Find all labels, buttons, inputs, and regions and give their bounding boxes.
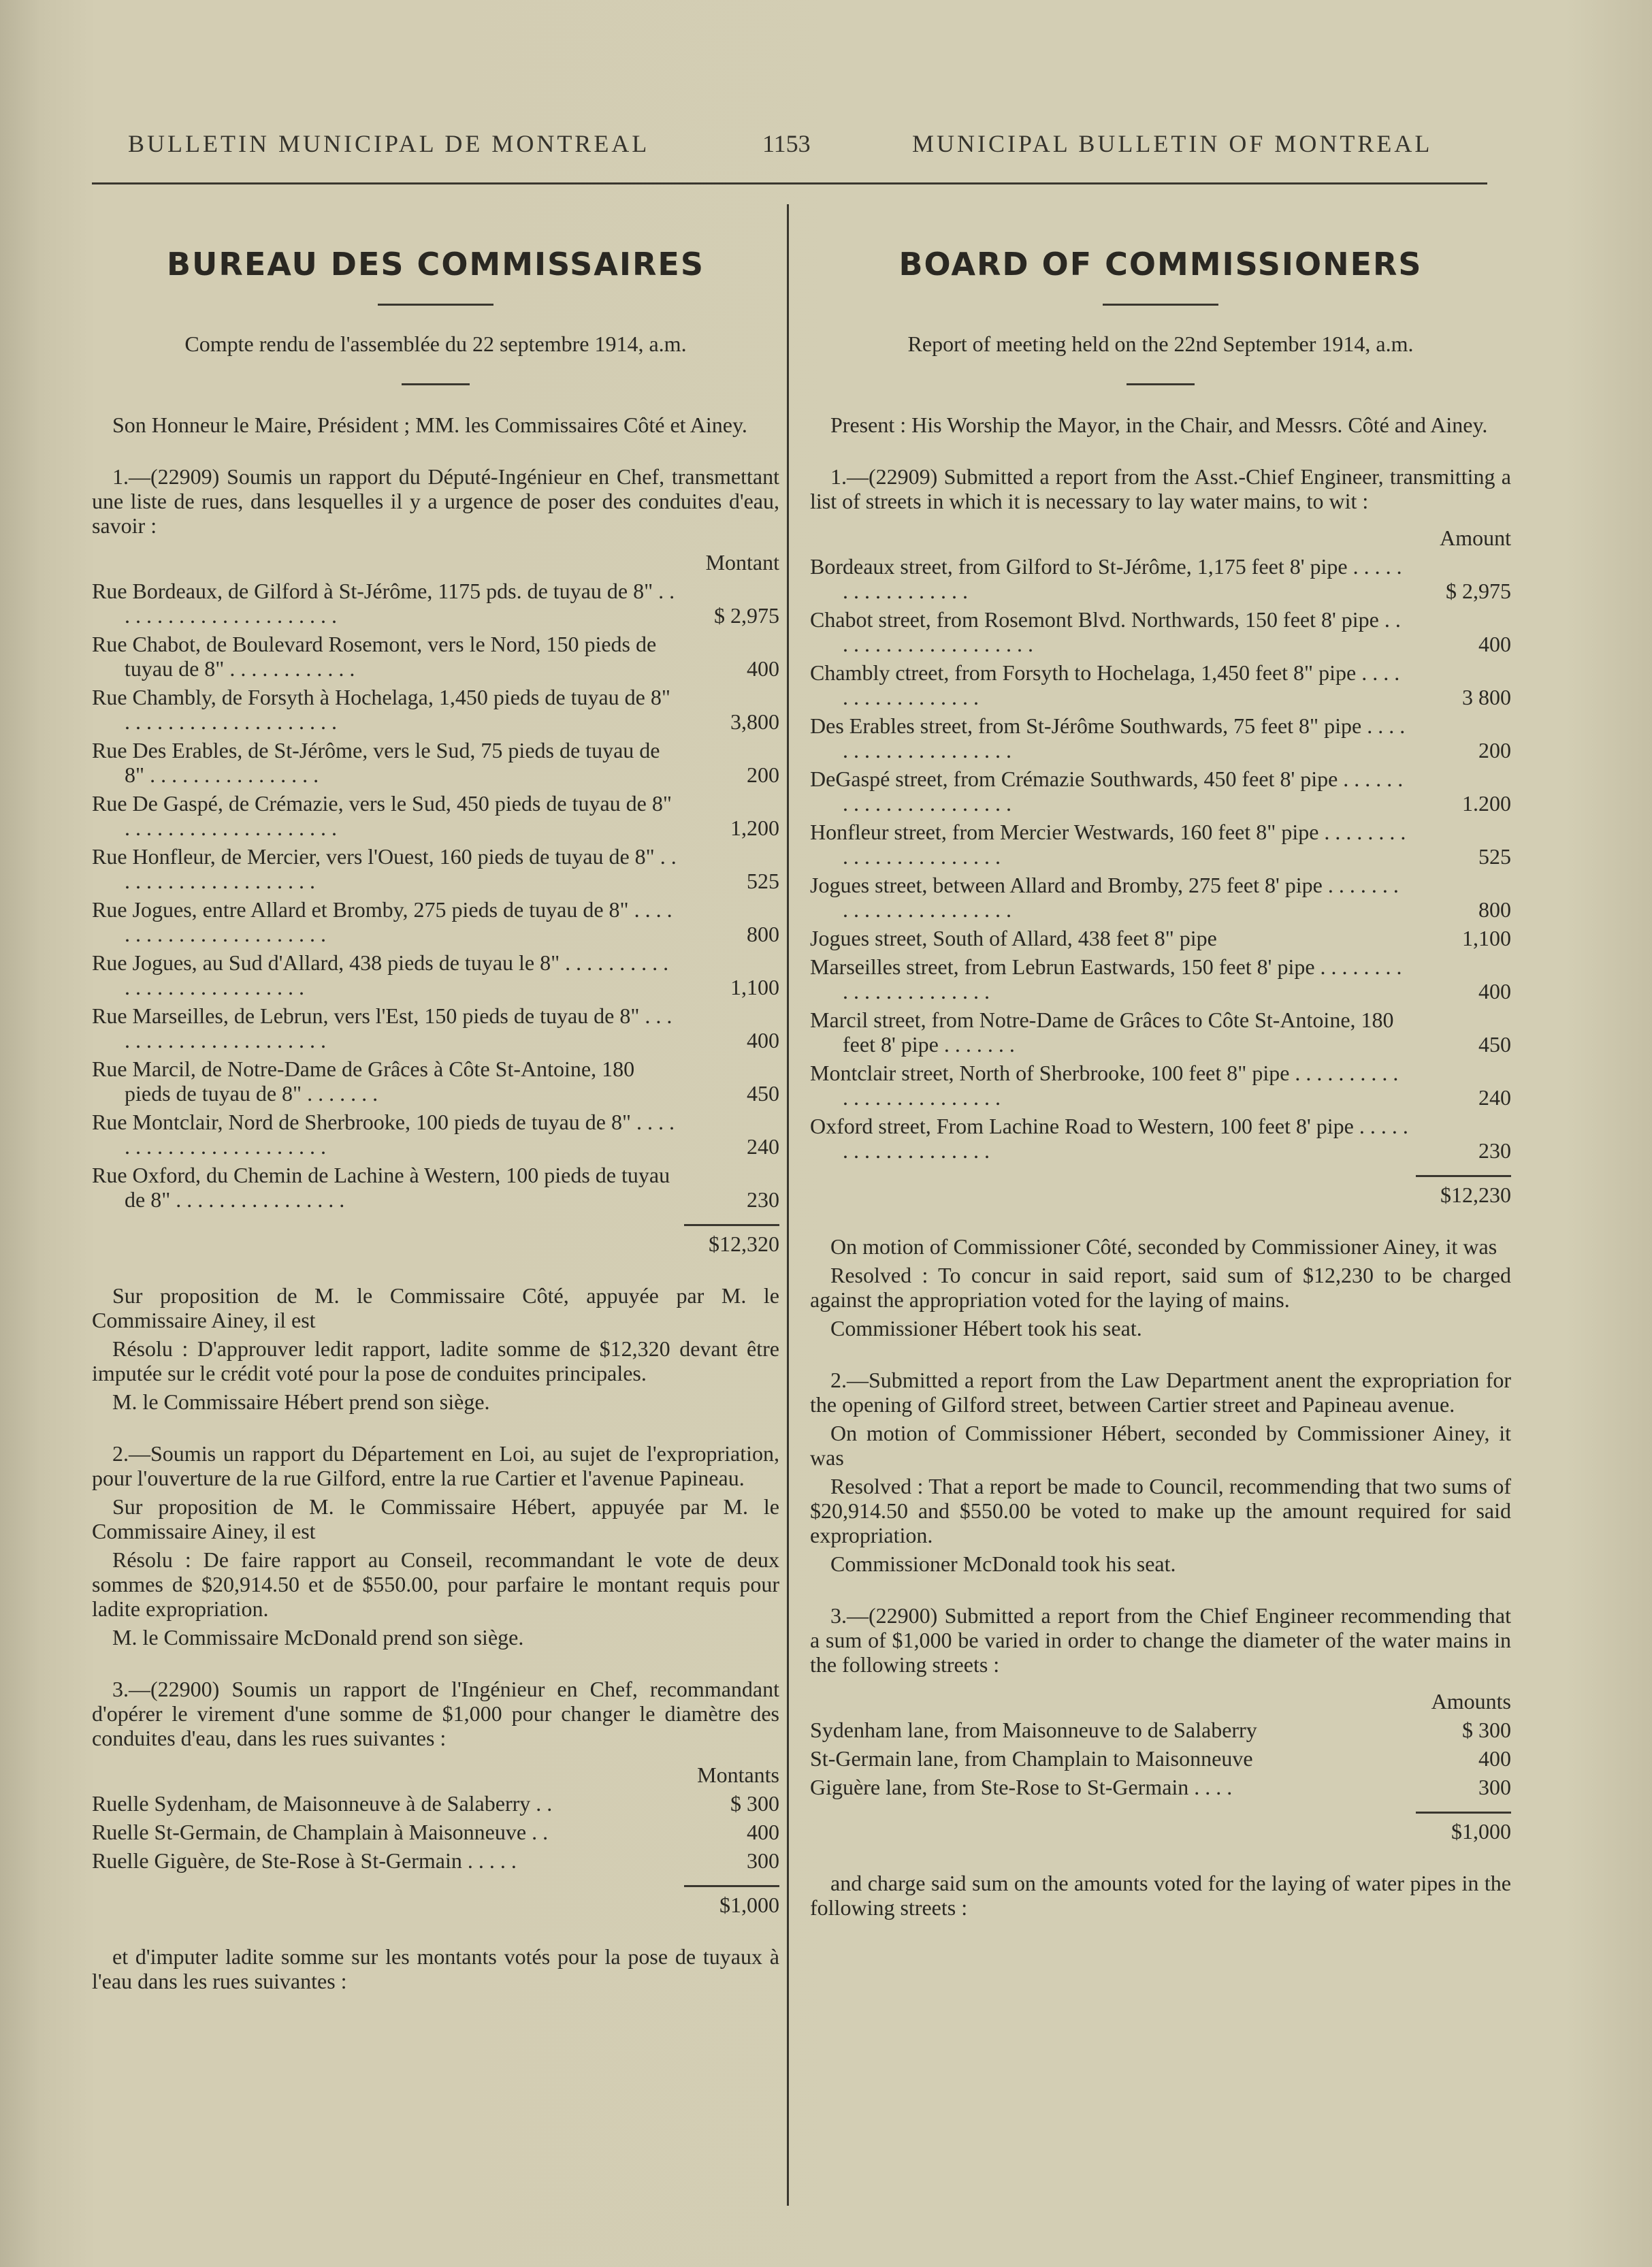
list-item [92, 1110, 779, 1159]
list-item-text: Rue Honfleur, de Mercier, vers l'Ouest, 160 pieds de tuyau de 8" . . . . . . . . . . . . . . . . . . . . [92, 844, 677, 893]
list-item-text: Marseilles street, from Lebrun Eastwards, 150 feet 8' pipe . . . . . . . . . . . . . . . . . . . . . . [810, 954, 1402, 1003]
french-column [92, 204, 779, 1993]
item3-closing-en: and charge said sum on the amounts voted for the laying of water pipes in the following streets : [810, 1871, 1511, 1920]
running-header-left: BULLETIN MUNICIPAL DE MONTREAL [128, 130, 650, 157]
item1-intro-fr: 1.—(22909) Soumis un rapport du Député-Ingénieur en Chef, transmettant une liste de rues, dans lesquelles il y a urgence de poser des conduites d'eau, savoir : [92, 464, 779, 538]
list-item-text: Rue Des Erables, de St-Jérôme, vers le Sud, 75 pieds de tuyau de 8" . . . . . . . . . . . . . . . . [92, 738, 660, 787]
list-item [810, 1718, 1511, 1742]
list-item [810, 820, 1511, 869]
street-list-fr [92, 579, 779, 1212]
list-item-amount: 300 [1478, 1775, 1511, 1799]
item2-resolved-en: Resolved : That a report be made to Council, recommending that two sums of $20,914.50 and $550.00 be voted to make up the amount required for said expropriation. [810, 1474, 1511, 1547]
list-item-amount: 1,200 [730, 816, 779, 840]
running-header-right: MUNICIPAL BULLETIN OF MONTREAL [912, 130, 1433, 157]
list-item-text: Rue Jogues, au Sud d'Allard, 438 pieds de tuyau le 8" . . . . . . . . . . . . . . . . . . . . . . . . . . . [92, 950, 669, 999]
list-item [92, 1163, 779, 1212]
list-item-amount: 400 [1478, 979, 1511, 1003]
item3-total-en: $1,000 [1451, 1819, 1511, 1844]
list-item [92, 632, 779, 681]
list-item-amount: $ 2,975 [1446, 579, 1511, 603]
list-item-amount: $ 2,975 [714, 603, 779, 628]
total-rule [1416, 1175, 1511, 1177]
list-item-amount: 400 [1478, 1746, 1511, 1771]
list-item-amount: 200 [1478, 738, 1511, 762]
list-item [92, 1057, 779, 1106]
amount-header-en: Amount [1440, 526, 1511, 550]
list-item [810, 1008, 1511, 1057]
list-item-amount: $ 300 [1462, 1718, 1511, 1742]
item2-motion-fr: Sur proposition de M. le Commissaire Hébert, appuyée par M. le Commissaire Ainey, il est [92, 1494, 779, 1543]
list-item [92, 1791, 779, 1816]
amounts-header-fr: Montants [697, 1763, 779, 1787]
list-item-text: Jogues street, South of Allard, 438 feet 8" pipe [810, 926, 1217, 950]
item1-total-en: $12,230 [1440, 1183, 1511, 1207]
list-item-amount: 400 [1478, 632, 1511, 656]
list-item [92, 685, 779, 734]
list-item [810, 1775, 1511, 1799]
list-item-text: Bordeaux street, from Gilford to St-Jérôme, 1,175 feet 8' pipe . . . . . . . . . . . . . . . . . [810, 554, 1402, 603]
list-item-text: Honfleur street, from Mercier Westwards, 160 feet 8" pipe . . . . . . . . . . . . . . . . . . . . . . . [810, 820, 1406, 869]
list-item-amount: 800 [747, 922, 779, 946]
list-item [92, 844, 779, 893]
list-item-text: Des Erables street, from St-Jérôme Southwards, 75 feet 8" pipe . . . . . . . . . . . . . . . . . . . . [810, 713, 1406, 762]
title-rule [378, 304, 493, 306]
lane-list-en [810, 1718, 1511, 1799]
total-rule [1416, 1812, 1511, 1814]
street-list-en [810, 554, 1511, 1163]
item2-resolved-fr: Résolu : De faire rapport au Conseil, recommandant le vote de deux sommes de $20,914.50 et de $550.00, pour parfaire le montant requis pour ladite expropriation. [92, 1547, 779, 1621]
item2-seat-fr: M. le Commissaire McDonald prend son siège. [112, 1625, 524, 1650]
item2-motion-en: On motion of Commissioner Hébert, seconded by Commissioner Ainey, it was [810, 1421, 1511, 1470]
list-item-text: Montclair street, North of Sherbrooke, 100 feet 8" pipe . . . . . . . . . . . . . . . . . . . . . . . . . [810, 1061, 1399, 1110]
meeting-line-en: Report of meeting held on the 22nd September 1914, a.m. [907, 332, 1414, 356]
title-rule [1103, 304, 1218, 306]
list-item-amount: 800 [1478, 897, 1511, 922]
list-item [92, 738, 779, 787]
list-item [810, 713, 1511, 762]
list-item [92, 791, 779, 840]
list-item-text: Ruelle Sydenham, de Maisonneuve à de Salaberry . . [92, 1791, 553, 1816]
list-item-amount: 525 [1478, 844, 1511, 869]
english-column [810, 204, 1511, 1920]
list-item-amount: 1,100 [1462, 926, 1511, 950]
item2-seat-en: Commissioner McDonald took his seat. [830, 1551, 1176, 1576]
meeting-line-fr: Compte rendu de l'assemblée du 22 septembre 1914, a.m. [184, 332, 687, 356]
present-fr: Son Honneur le Maire, Président ; MM. les Commissaires Côté et Ainey. [112, 413, 747, 437]
list-item-text: Giguère lane, from Ste-Rose to St-Germain . . . . [810, 1775, 1233, 1799]
list-item-amount: 400 [747, 1028, 779, 1052]
list-item [92, 950, 779, 999]
list-item-text: Ruelle St-Germain, de Champlain à Maisonneuve . . [92, 1820, 549, 1844]
list-item-text: Jogues street, between Allard and Bromby, 275 feet 8' pipe . . . . . . . . . . . . . . . . . . . . . . . [810, 873, 1399, 922]
list-item-amount: 240 [747, 1134, 779, 1159]
list-item-text: Ruelle Giguère, de Ste-Rose à St-Germain . . . . . [92, 1848, 517, 1873]
total-rule [684, 1885, 779, 1887]
item1-seat-fr: M. le Commissaire Hébert prend son siège. [112, 1389, 490, 1414]
list-item-text: Rue Montclair, Nord de Sherbrooke, 100 pieds de tuyau de 8" . . . . . . . . . . . . . . . . . . . . . . . [92, 1110, 675, 1159]
list-item-amount: 1,100 [730, 975, 779, 999]
page-number: 1153 [762, 130, 811, 157]
amount-header-fr: Montant [705, 550, 779, 575]
list-item-amount: 240 [1478, 1085, 1511, 1110]
list-item-amount: 450 [1478, 1032, 1511, 1057]
list-item-text: DeGaspé street, from Crémazie Southwards, 450 feet 8' pipe . . . . . . . . . . . . . . . . . . . . . . [810, 767, 1404, 816]
list-item-text: Chabot street, from Rosemont Blvd. Northwards, 150 feet 8' pipe . . . . . . . . . . . . . . . . . . . . [810, 607, 1401, 656]
list-item-text: Rue Chabot, de Boulevard Rosemont, vers le Nord, 150 pieds de tuyau de 8" . . . . . . . . . . . . [92, 632, 657, 681]
list-item [810, 554, 1511, 603]
list-item [810, 926, 1511, 950]
list-item-text: Oxford street, From Lachine Road to Western, 100 feet 8' pipe . . . . . . . . . . . . . . . . . . . [810, 1114, 1408, 1163]
list-item-text: Rue Marseilles, de Lebrun, vers l'Est, 150 pieds de tuyau de 8" . . . . . . . . . . . . . . . . . . . . . . [92, 1003, 673, 1052]
list-item-amount: 525 [747, 869, 779, 893]
column-divider [787, 204, 789, 2206]
list-item [810, 1061, 1511, 1110]
lane-list-fr [92, 1791, 779, 1873]
list-item-text: St-Germain lane, from Champlain to Maisonneuve [810, 1746, 1253, 1771]
list-item-text: Chambly ctreet, from Forsyth to Hochelaga, 1,450 feet 8" pipe . . . . . . . . . . . . . . . . . [810, 660, 1400, 709]
list-item-text: Rue Marcil, de Notre-Dame de Grâces à Côte St-Antoine, 180 pieds de tuyau de 8" . . . . . . . [92, 1057, 635, 1106]
item3-closing-fr: et d'imputer ladite somme sur les montants votés pour la pose de tuyaux à l'eau dans les rues suivantes : [92, 1944, 779, 1993]
list-item-amount: 3,800 [730, 709, 779, 734]
list-item-amount: 230 [747, 1187, 779, 1212]
present-en: Present : His Worship the Mayor, in the Chair, and Messrs. Côté and Ainey. [830, 413, 1488, 437]
item1-total-fr: $12,320 [709, 1232, 779, 1256]
list-item-amount: 200 [747, 762, 779, 787]
separator-rule [402, 383, 470, 385]
list-item-amount: 3 800 [1462, 685, 1511, 709]
list-item-text: Rue De Gaspé, de Crémazie, vers le Sud, 450 pieds de tuyau de 8" . . . . . . . . . . . . . . . . . . . . [92, 791, 672, 840]
list-item [92, 1820, 779, 1844]
list-item [810, 873, 1511, 922]
item1-motion-fr: Sur proposition de M. le Commissaire Côté, appuyée par M. le Commissaire Ainey, il est [92, 1283, 779, 1332]
list-item-amount: $ 300 [730, 1791, 779, 1816]
section-title-en: BOARD OF COMMISSIONERS [898, 246, 1423, 283]
list-item-text: Marcil street, from Notre-Dame de Grâces to Côte St-Antoine, 180 feet 8' pipe . . . . . . . [810, 1008, 1394, 1057]
list-item-text: Rue Oxford, du Chemin de Lachine à Western, 100 pieds de tuyau de 8" . . . . . . . . . . . . . . . . [92, 1163, 670, 1212]
item1-resolved-fr: Résolu : D'approuver ledit rapport, ladite somme de $12,320 devant être imputée sur le crédit voté pour la pose de conduites principales. [92, 1336, 779, 1385]
item2-intro-fr: 2.—Soumis un rapport du Département en Loi, au sujet de l'expropriation, pour l'ouverture de la rue Gilford, entre la rue Cartier et l'avenue Papineau. [92, 1441, 779, 1490]
list-item [92, 1003, 779, 1052]
list-item-text: Sydenham lane, from Maisonneuve to de Salaberry [810, 1718, 1257, 1742]
item1-motion-en: On motion of Commissioner Côté, seconded by Commissioner Ainey, it was [830, 1234, 1497, 1259]
item1-resolved-en: Resolved : To concur in said report, said sum of $12,230 to be charged against the appropriation voted for the laying of mains. [810, 1263, 1511, 1312]
amounts-header-en: Amounts [1431, 1689, 1511, 1714]
item3-total-fr: $1,000 [719, 1893, 779, 1917]
list-item-amount: 1.200 [1462, 791, 1511, 816]
list-item-amount: 230 [1478, 1138, 1511, 1163]
section-title-fr: BUREAU DES COMMISSAIRES [167, 246, 704, 283]
item3-intro-en: 3.—(22900) Submitted a report from the Chief Engineer recommending that a sum of $1,000 be varied in order to change the diameter of the water mains in the following streets : [810, 1603, 1511, 1677]
list-item-text: Rue Bordeaux, de Gilford à St-Jérôme, 1175 pds. de tuyau de 8" . . . . . . . . . . . . . . . . . . . . . . [92, 579, 675, 628]
list-item [810, 1114, 1511, 1163]
list-item [810, 660, 1511, 709]
list-item [810, 954, 1511, 1003]
list-item [810, 1746, 1511, 1771]
list-item [810, 767, 1511, 816]
total-rule [684, 1224, 779, 1226]
list-item-amount: 400 [747, 1820, 779, 1844]
item3-intro-fr: 3.—(22900) Soumis un rapport de l'Ingénieur en Chef, recommandant d'opérer le virement d'une somme de $1,000 pour changer le diamètre des conduites d'eau, dans les rues suivantes : [92, 1677, 779, 1750]
list-item-text: Rue Jogues, entre Allard et Bromby, 275 pieds de tuyau de 8" . . . . . . . . . . . . . . . . . . . . . . . [92, 897, 673, 946]
item1-seat-en: Commissioner Hébert took his seat. [830, 1316, 1142, 1340]
list-item-amount: 300 [747, 1848, 779, 1873]
separator-rule [1127, 383, 1195, 385]
item2-intro-en: 2.—Submitted a report from the Law Department anent the expropriation for the opening of Gilford street, between Cartier street and Papineau avenue. [810, 1368, 1511, 1417]
list-item-amount: 450 [747, 1081, 779, 1106]
list-item-amount: 400 [747, 656, 779, 681]
list-item [810, 607, 1511, 656]
list-item [92, 579, 779, 628]
list-item-text: Rue Chambly, de Forsyth à Hochelaga, 1,450 pieds de tuyau de 8" . . . . . . . . . . . . . . . . . . . . [92, 685, 670, 734]
list-item [92, 897, 779, 946]
list-item [92, 1848, 779, 1873]
header-rule [92, 182, 1487, 184]
item1-intro-en: 1.—(22909) Submitted a report from the Asst.-Chief Engineer, transmitting a list of streets in which it is necessary to lay water mains, to wit : [810, 464, 1511, 513]
